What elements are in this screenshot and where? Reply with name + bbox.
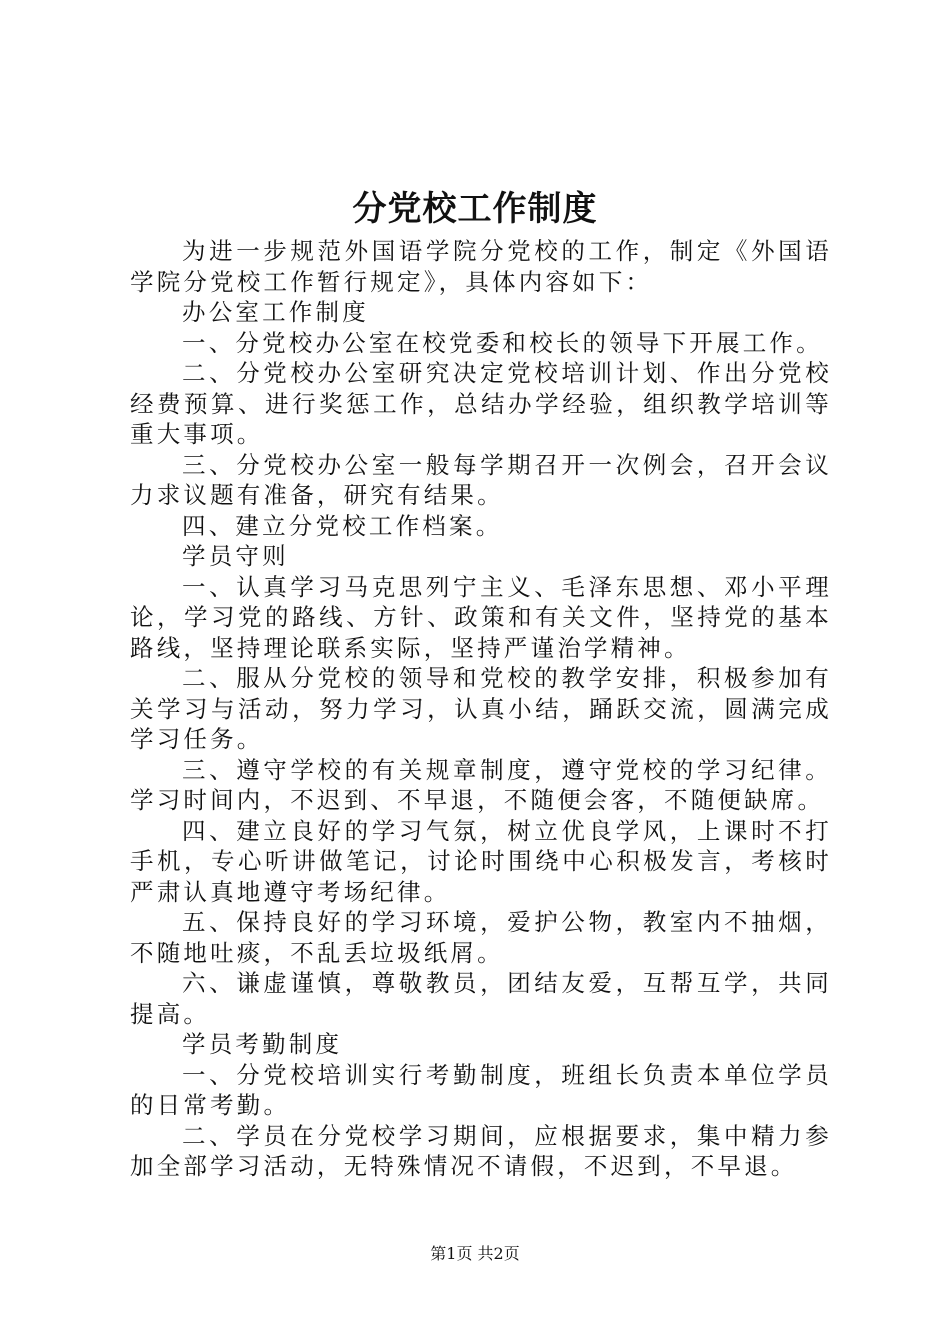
paragraph: 六、谦虚谨慎，尊敬教员，团结友爱，互帮互学，共同提高。 (130, 969, 832, 1028)
section-heading-student-rules: 学员守则 (182, 542, 289, 570)
paragraph: 二、学员在分党校学习期间，应根据要求，集中精力参加全部学习活动，无特殊情况不请假，不迟到，不早退。 (130, 1121, 832, 1180)
section-heading-office: 办公室工作制度 (182, 298, 369, 326)
document-title: 分党校工作制度 (352, 189, 598, 229)
document-body (130, 236, 832, 1182)
paragraph: 一、分党校培训实行考勤制度，班组长负责本单位学员的日常考勤。 (130, 1060, 832, 1119)
paragraph: 三、分党校办公室一般每学期召开一次例会，召开会议力求议题有准备，研究有结果。 (130, 450, 832, 509)
page-number-footer: 第1页 共2页 (430, 1244, 520, 1263)
paragraph: 三、遵守学校的有关规章制度，遵守党校的学习纪律。学习时间内，不迟到、不早退，不随便会客，不随便缺席。 (130, 755, 832, 814)
section-heading-attendance: 学员考勤制度 (182, 1030, 343, 1058)
paragraph: 五、保持良好的学习环境，爱护公物，教室内不抽烟，不随地吐痰，不乱丢垃圾纸屑。 (130, 908, 832, 967)
paragraph-intro: 为进一步规范外国语学院分党校的工作，制定《外国语学院分党校工作暂行规定》，具体内容如下： (130, 237, 832, 296)
paragraph: 二、分党校办公室研究决定党校培训计划、作出分党校经费预算、进行奖惩工作，总结办学经验，组织教学培训等重大事项。 (130, 359, 832, 448)
paragraph: 四、建立良好的学习气氛，树立优良学风，上课时不打手机，专心听讲做笔记，讨论时围绕中心积极发言，考核时严肃认真地遵守考场纪律。 (130, 816, 832, 906)
paragraph: 一、分党校办公室在校党委和校长的领导下开展工作。 (182, 328, 823, 357)
paragraph: 二、服从分党校的领导和党校的教学安排，积极参加有关学习与活动，努力学习，认真小结，踊跃交流，圆满完成学习任务。 (130, 664, 832, 753)
paragraph: 一、认真学习马克思列宁主义、毛泽东思想、邓小平理论，学习党的路线、方针、政策和有关文件，坚持党的基本路线，坚持理论联系实际，坚持严谨治学精神。 (130, 572, 832, 662)
paragraph: 四、建立分党校工作档案。 (182, 511, 503, 540)
